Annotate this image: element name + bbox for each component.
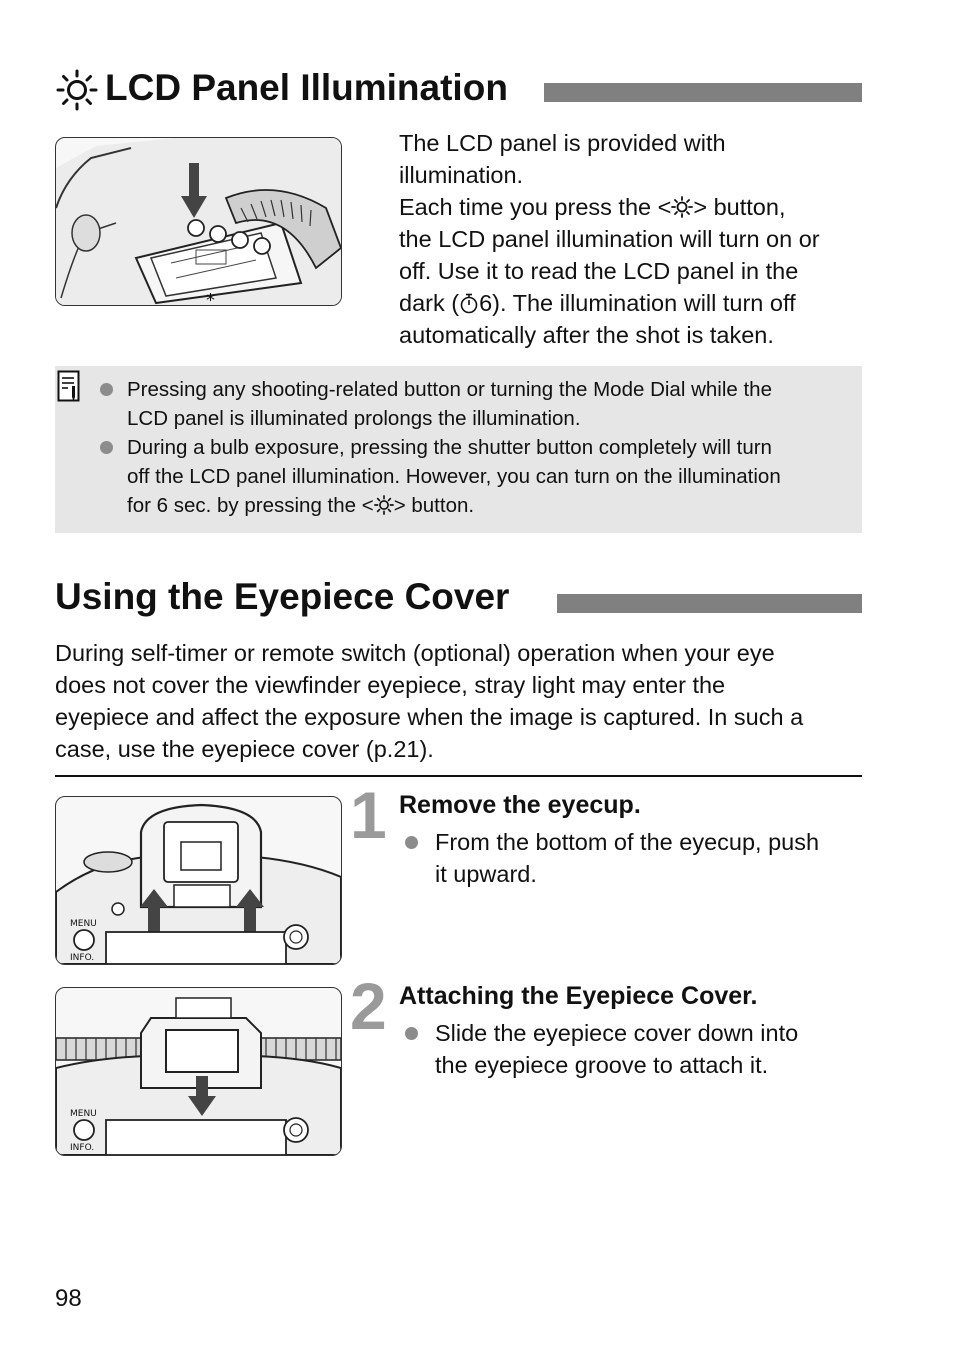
para-line: eyepiece and affect the exposure when the image is captured. In such a bbox=[55, 704, 804, 730]
page-ref: 6 bbox=[479, 290, 493, 316]
para-line: does not cover the viewfinder eyepiece, stray light may enter the bbox=[55, 672, 726, 698]
para-line bbox=[399, 191, 869, 223]
para-text: ). The illumination will turn off bbox=[492, 290, 796, 316]
para-line: illumination. bbox=[399, 162, 524, 188]
step1-title: Remove the eyecup. bbox=[399, 791, 641, 819]
note-line bbox=[127, 491, 781, 520]
para-line: automatically after the shot is taken. bbox=[399, 322, 774, 348]
para-line bbox=[399, 287, 869, 319]
bullet bbox=[405, 1027, 418, 1040]
step-line: the eyepiece groove to attach it. bbox=[435, 1052, 769, 1078]
note-box bbox=[55, 366, 862, 533]
step-line: it upward. bbox=[435, 861, 537, 887]
note-text: > button. bbox=[393, 494, 475, 517]
note-line: off the LCD panel illumination. However, you can turn on the illumination bbox=[127, 465, 781, 488]
section1-title: LCD Panel Illumination bbox=[105, 67, 508, 108]
bullet bbox=[405, 836, 418, 849]
section2-paragraph bbox=[55, 637, 865, 765]
section2-heading-bar bbox=[557, 594, 862, 613]
step2-number: 2 bbox=[350, 969, 387, 1043]
step2-text bbox=[435, 1017, 798, 1081]
section1-paragraph bbox=[399, 127, 869, 351]
info-label: INFO. bbox=[70, 1143, 95, 1153]
page-number: 98 bbox=[55, 1285, 82, 1312]
figure-marker: * bbox=[206, 290, 215, 305]
step1-text bbox=[435, 826, 819, 890]
note-item-2 bbox=[127, 433, 781, 520]
note-icon bbox=[57, 370, 83, 404]
lamp-icon bbox=[671, 196, 693, 218]
note-line: Pressing any shooting-related button or turning the Mode Dial while the bbox=[127, 378, 772, 401]
step2-title: Attaching the Eyepiece Cover. bbox=[399, 982, 758, 1010]
lamp-icon bbox=[55, 68, 99, 112]
info-label: INFO. bbox=[70, 953, 95, 963]
para-text: Each time you press the < bbox=[399, 194, 672, 220]
step1-figure bbox=[55, 796, 342, 965]
para-line: off. Use it to read the LCD panel in the bbox=[399, 258, 799, 284]
step-line: Slide the eyepiece cover down into bbox=[435, 1020, 799, 1046]
note-line: During a bulb exposure, pressing the shutter button completely will turn bbox=[127, 436, 772, 459]
para-line: case, use the eyepiece cover (p.21). bbox=[55, 736, 434, 762]
para-text: > button, bbox=[693, 194, 786, 220]
para-text: dark ( bbox=[399, 290, 460, 316]
step1-number: 1 bbox=[350, 778, 387, 852]
para-line: The LCD panel is provided with bbox=[399, 130, 726, 156]
para-line: During self-timer or remote switch (optional) operation when your eye bbox=[55, 640, 775, 666]
step-line: From the bottom of the eyecup, push bbox=[435, 829, 820, 855]
menu-label: MENU bbox=[70, 919, 97, 929]
note-text: for 6 sec. by pressing the < bbox=[127, 494, 374, 517]
divider bbox=[55, 775, 862, 777]
note-item-1 bbox=[127, 375, 772, 433]
bullet bbox=[100, 383, 113, 396]
section2-title: Using the Eyepiece Cover bbox=[55, 576, 510, 617]
stopwatch-icon bbox=[459, 292, 479, 314]
para-line: the LCD panel illumination will turn on or bbox=[399, 226, 820, 252]
lamp-icon bbox=[374, 495, 394, 515]
step2-figure bbox=[55, 987, 342, 1156]
lcd-illumination-figure bbox=[55, 137, 342, 306]
bullet bbox=[100, 441, 113, 454]
menu-label: MENU bbox=[70, 1109, 97, 1119]
section1-heading-bar bbox=[544, 83, 862, 102]
note-line: LCD panel is illuminated prolongs the illumination. bbox=[127, 407, 581, 430]
